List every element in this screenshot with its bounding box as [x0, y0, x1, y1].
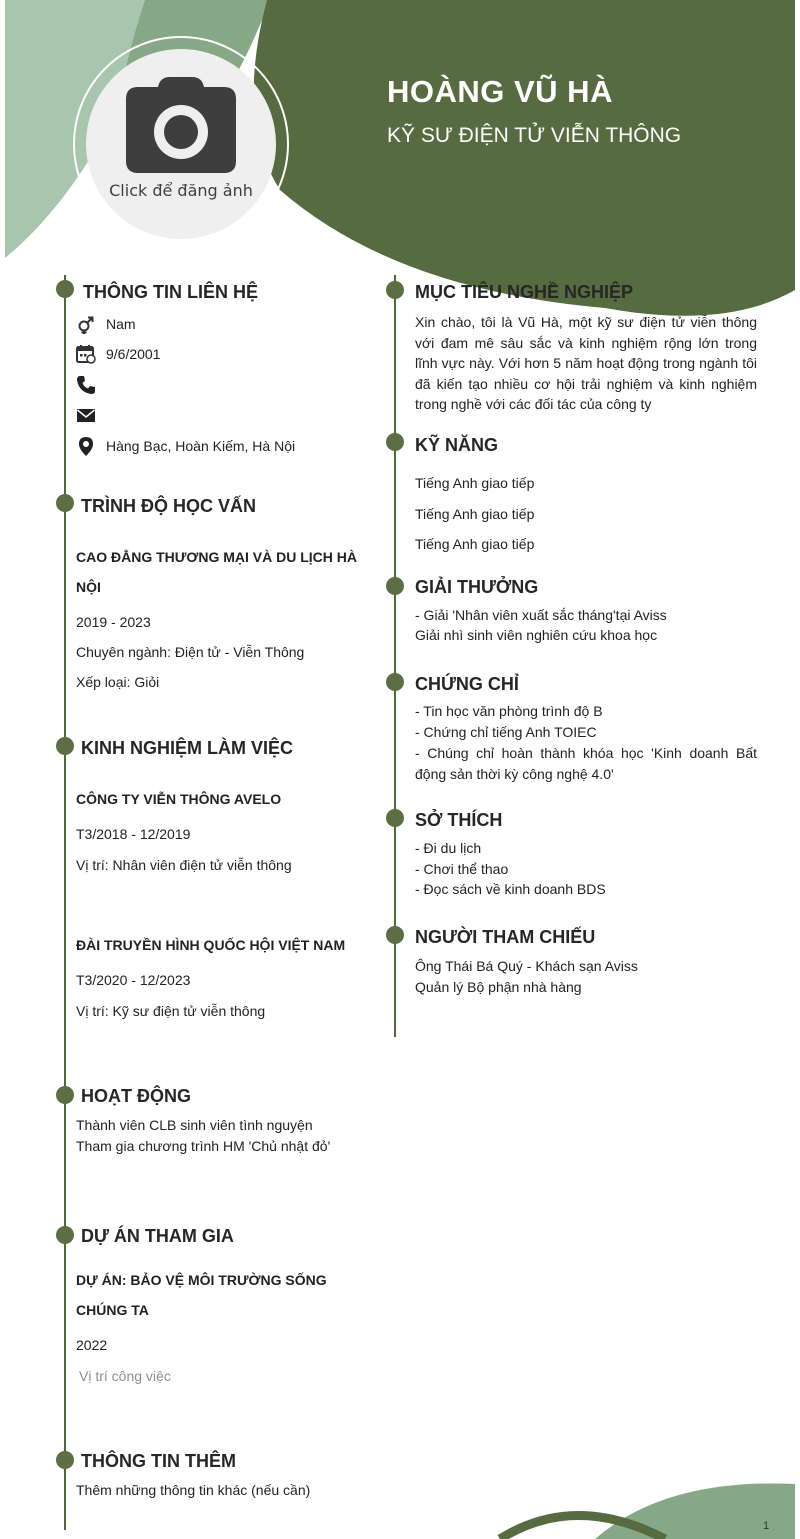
skills-section-title: KỸ NĂNG	[415, 435, 499, 455]
section-dot	[386, 433, 404, 451]
certificate-item: - Chứng chỉ tiếng Anh TOIEC	[415, 724, 597, 740]
section-dot	[386, 809, 404, 827]
project-name: DỰ ÁN: BẢO VỆ MÔI TRƯỜNG SỐNG	[76, 1272, 327, 1288]
job-company: CÔNG TY VIỄN THÔNG AVELO	[76, 791, 282, 807]
certificates-section-title: CHỨNG CHỈ	[415, 674, 519, 694]
calendar-icon	[76, 344, 96, 364]
section-dot	[56, 494, 74, 512]
objective-section-title: MỤC TIÊU NGHỀ NGHIỆP	[415, 282, 634, 302]
section-dot	[56, 737, 74, 755]
location-pin-icon	[76, 436, 96, 456]
more-info-section-title: THÔNG TIN THÊM	[81, 1451, 236, 1471]
certificate-item: - Chúng chỉ hoàn thành khóa học 'Kinh doanh Bất động sản thời kỳ công nghệ 4.0'	[415, 745, 757, 782]
hobby-item: - Đi du lịch	[415, 840, 482, 856]
photo-upload-label[interactable]: Click để đăng ảnh	[109, 181, 253, 200]
more-info-text: Thêm những thông tin khác (nếu cần)	[76, 1482, 311, 1498]
objective-text: Xin chào, tôi là Vũ Hà, một kỹ sư điện tử viễn thông với đam mê sâu sắc và kinh nghiệm rộng lớn trong lĩnh vực này. Với hơn 5 năm hoạt động trong ngành tôi đã kiến tạo nhiều cơ hội trải nghiệm và kinh nghiệm trong nghề với các đối tác của công ty	[415, 314, 757, 412]
mail-icon	[76, 405, 96, 425]
section-dot	[56, 1226, 74, 1244]
section-dot	[386, 577, 404, 595]
hobby-item: - Chơi thể thao	[415, 861, 509, 877]
section-dot	[56, 1451, 74, 1469]
dark-green-header-shape	[254, 0, 795, 316]
skill-item: Tiếng Anh giao tiếp	[415, 506, 535, 522]
project-position-placeholder[interactable]: Vị trí công việc	[79, 1368, 171, 1384]
section-dot	[386, 673, 404, 691]
school-name: CAO ĐẲNG THƯƠNG MẠI VÀ DU LỊCH HÀ	[76, 549, 357, 565]
skill-item: Tiếng Anh giao tiếp	[415, 475, 535, 491]
activity-item: Tham gia chương trình HM 'Chủ nhật đỏ'	[76, 1138, 331, 1154]
education-rank: Xếp loại: Giỏi	[76, 674, 160, 690]
reference-item: Ông Thái Bá Quý - Khách sạn Aviss	[415, 958, 638, 974]
job-period: T3/2018 - 12/2019	[76, 826, 191, 842]
skill-item: Tiếng Anh giao tiếp	[415, 536, 535, 552]
job-company: ĐÀI TRUYỀN HÌNH QUỐC HỘI VIỆT NAM	[76, 937, 346, 953]
contact-section-title: THÔNG TIN LIÊN HỆ	[83, 282, 258, 302]
education-section-title: TRÌNH ĐỘ HỌC VẤN	[81, 496, 256, 516]
hobbies-section-title: SỞ THÍCH	[415, 810, 503, 830]
projects-section-title: DỰ ÁN THAM GIA	[81, 1226, 234, 1246]
address-value: Hàng Bạc, Hoàn Kiếm, Hà Nội	[106, 438, 296, 454]
candidate-title: KỸ SƯ ĐIỆN TỬ VIỄN THÔNG	[387, 124, 682, 147]
section-dot	[56, 280, 74, 298]
activity-item: Thành viên CLB sinh viên tình nguyện	[76, 1117, 313, 1133]
section-dot	[386, 926, 404, 944]
right-timeline	[394, 275, 396, 1037]
gender-value: Nam	[106, 316, 136, 332]
birthday-value: 9/6/2001	[106, 346, 161, 362]
certificate-item: - Tin học văn phòng trình độ B	[415, 703, 603, 719]
job-position: Vị trí: Kỹ sư điện tử viễn thông	[76, 1003, 266, 1019]
award-item: - Giải 'Nhân viên xuất sắc tháng'tại Aviss	[415, 607, 667, 623]
job-period: T3/2020 - 12/2023	[76, 972, 191, 988]
project-year: 2022	[76, 1337, 108, 1353]
activities-section-title: HOẠT ĐỘNG	[81, 1086, 191, 1106]
cv-page	[5, 0, 795, 1539]
job-position: Vị trí: Nhân viên điện tử viễn thông	[76, 857, 292, 873]
left-timeline	[64, 275, 66, 1530]
page-number: 1	[763, 1520, 770, 1532]
experience-section-title: KINH NGHIỆM LÀM VIỆC	[81, 738, 294, 758]
section-dot	[386, 281, 404, 299]
project-name-cont: CHÚNG TA	[76, 1302, 149, 1318]
candidate-name: HOÀNG VŨ HÀ	[387, 74, 613, 109]
hobby-item: - Đọc sách về kinh doanh BDS	[415, 881, 606, 897]
award-item: Giải nhì sinh viên nghiên cứu khoa học	[415, 627, 658, 643]
education-years: 2019 - 2023	[76, 614, 151, 630]
school-name-cont: NỘI	[76, 579, 101, 595]
gender-icon	[76, 314, 96, 334]
education-major: Chuyên ngành: Điện tử - Viễn Thông	[76, 644, 305, 660]
section-dot	[56, 1086, 74, 1104]
awards-section-title: GIẢI THƯỞNG	[415, 577, 539, 597]
reference-item: Quản lý Bộ phận nhà hàng	[415, 979, 582, 995]
references-section-title: NGƯỜI THAM CHIẾU	[415, 927, 596, 947]
phone-icon	[76, 375, 96, 395]
avatar-upload[interactable]	[86, 49, 276, 239]
camera-icon	[124, 75, 238, 175]
